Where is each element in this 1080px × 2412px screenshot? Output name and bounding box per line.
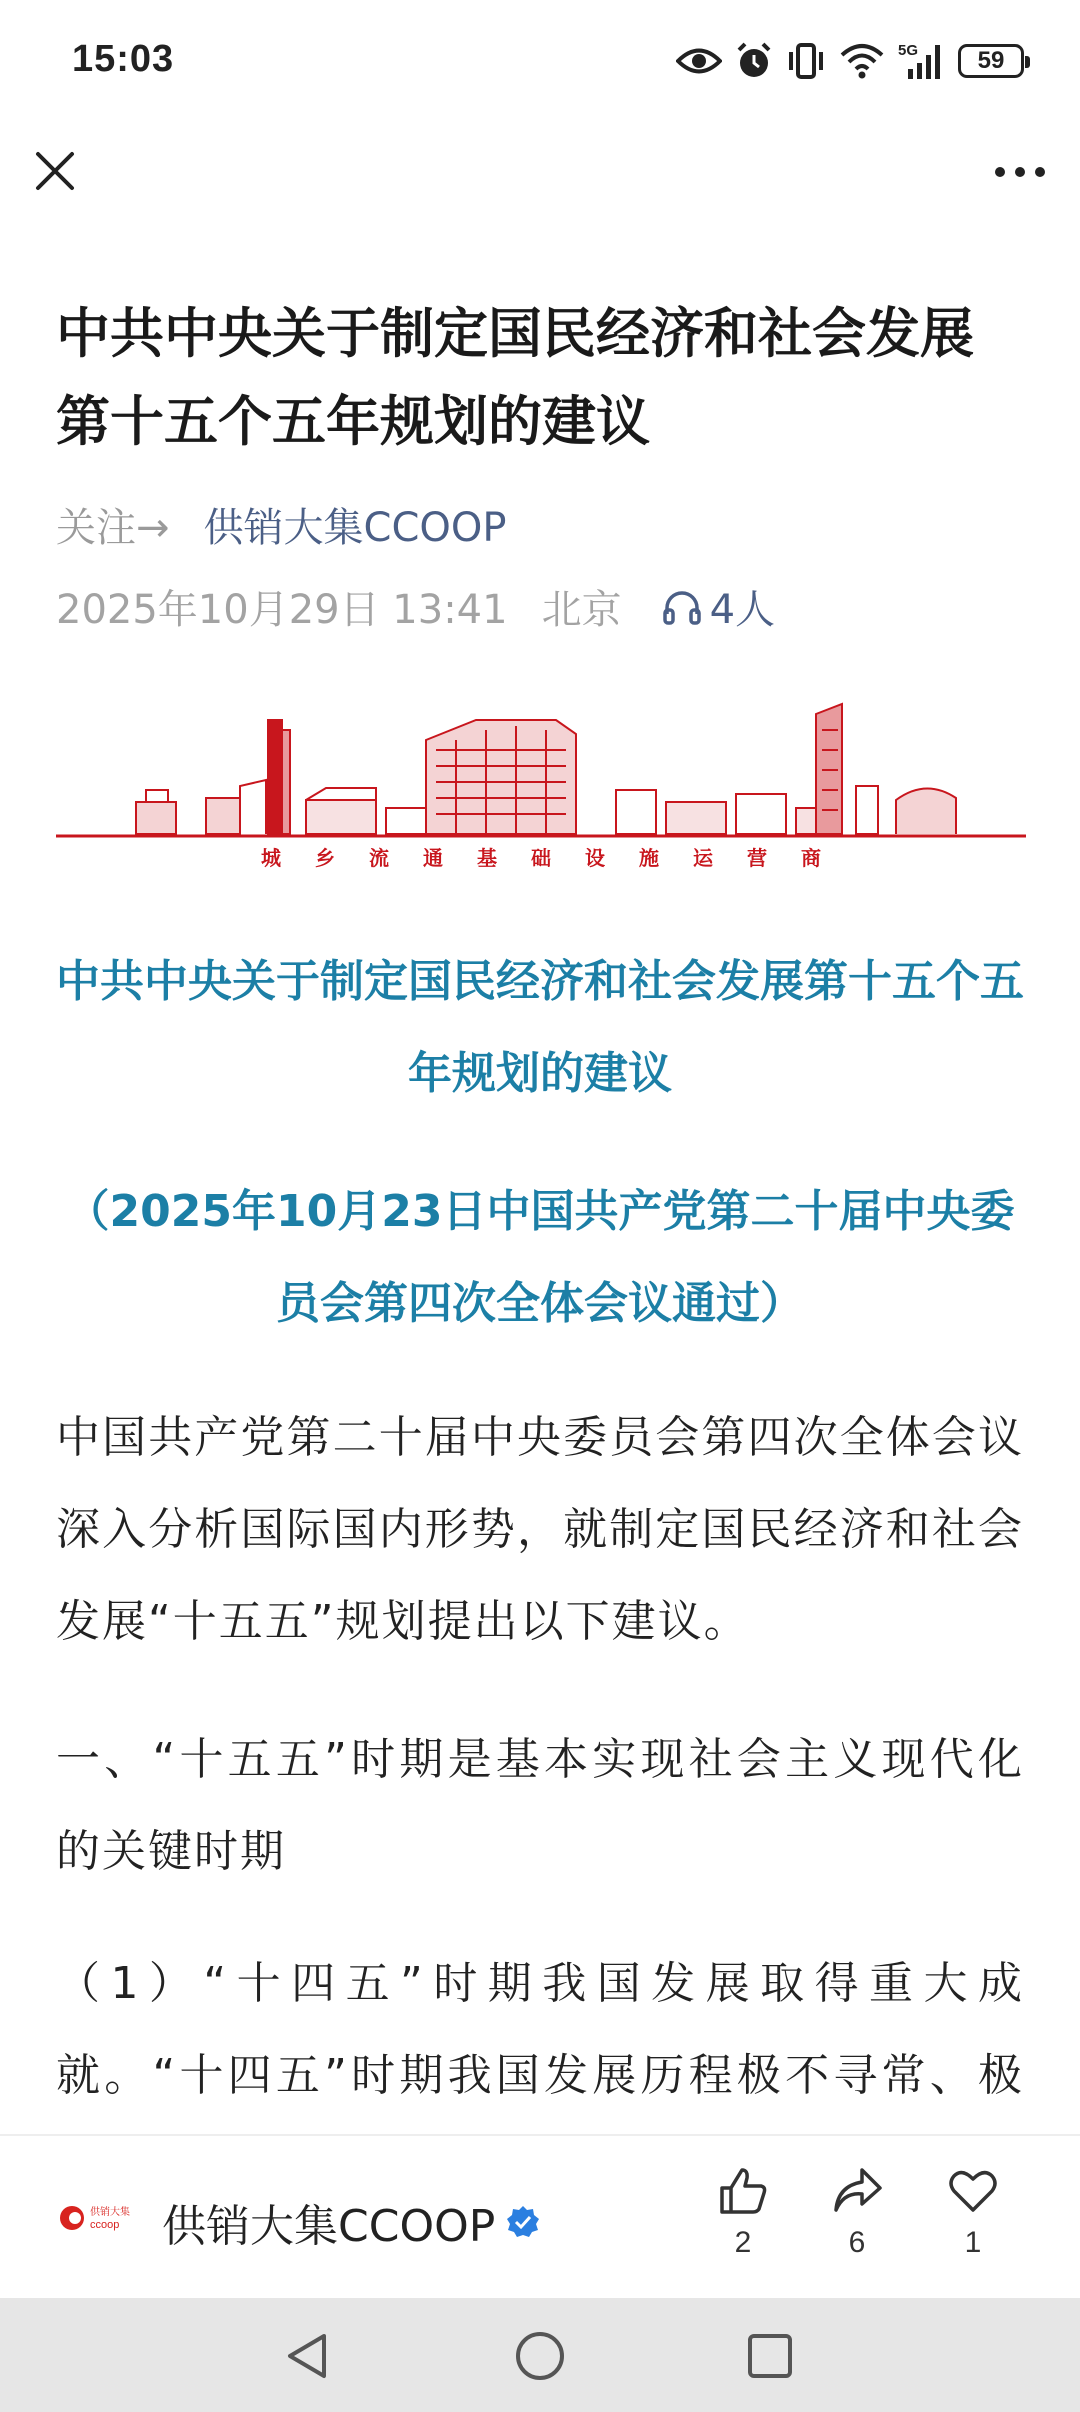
signal-icon <box>898 41 944 81</box>
close-button[interactable] <box>30 146 80 196</box>
headphones-icon <box>662 588 702 626</box>
banner-char: 流 <box>369 846 389 870</box>
banner-char: 础 <box>531 846 551 870</box>
status-bar <box>0 0 1080 126</box>
svg-text:5G: 5G <box>898 42 919 59</box>
battery-level: 59 <box>977 47 1005 74</box>
system-nav-bar <box>0 2298 1080 2412</box>
heart-icon <box>946 2164 1000 2218</box>
banner-char: 乡 <box>315 846 335 870</box>
section-heading: 一、“十五五”时期是基本实现社会主义现代化的关键时期 <box>56 1734 1024 1877</box>
bottom-action-bar <box>0 2134 1080 2300</box>
favorite-count: 1 <box>964 2226 982 2259</box>
section-paragraph: （1）“十四五”时期我国发展取得重大成就。“十四五”时期我国发展历程极不寻常、极 <box>56 1958 1024 2101</box>
back-icon[interactable] <box>280 2328 336 2384</box>
wifi-icon <box>840 43 884 79</box>
close-icon <box>30 146 80 196</box>
listen-button[interactable] <box>662 578 775 635</box>
verified-badge-icon <box>505 2204 541 2240</box>
article-title: 中共中央关于制定国民经济和社会发展第十五个五年规划的建议 <box>56 302 974 453</box>
recents-icon[interactable] <box>742 2328 798 2384</box>
banner-char: 通 <box>423 846 443 870</box>
svg-text:ccoop: ccoop <box>90 2219 120 2231</box>
more-button[interactable] <box>990 154 1050 190</box>
top-app-bar <box>0 130 1080 220</box>
publish-date: 2025年10月29日 13:41 <box>56 587 508 633</box>
share-button[interactable] <box>812 2164 902 2260</box>
city-skyline-illustration <box>56 690 1026 840</box>
banner-char: 施 <box>639 846 659 870</box>
banner-char: 基 <box>477 846 497 870</box>
home-icon[interactable] <box>512 2328 568 2384</box>
share-count: 6 <box>848 2226 866 2259</box>
source-name: 供销大集CCOOP <box>162 2201 496 2252</box>
listen-count: 4人 <box>709 587 776 633</box>
header-banner <box>56 690 1026 890</box>
like-button[interactable] <box>698 2164 788 2260</box>
vibrate-icon <box>786 42 826 80</box>
like-count: 2 <box>734 2226 752 2259</box>
banner-char: 商 <box>801 846 821 870</box>
banner-char: 设 <box>585 846 605 870</box>
svg-text:供销大集: 供销大集 <box>90 2207 130 2218</box>
source-logo[interactable] <box>58 2202 136 2234</box>
banner-caption <box>56 842 1026 871</box>
article-meta <box>56 578 775 635</box>
status-icons <box>676 36 1024 86</box>
share-icon <box>830 2164 884 2218</box>
follow-button[interactable]: 关注→ <box>56 505 170 551</box>
thumbs-up-icon <box>716 2164 770 2218</box>
eye-icon <box>676 46 722 76</box>
publish-location: 北京 <box>541 587 622 633</box>
intro-paragraph: 中国共产党第二十届中央委员会第四次全体会议深入分析国际国内形势，就制定国民经济和社会发展“十五五”规划提出以下建议。 <box>56 1412 1024 1647</box>
banner-char: 营 <box>747 846 767 870</box>
source-account[interactable] <box>162 2190 541 2254</box>
banner-char: 城 <box>261 846 281 870</box>
alarm-icon <box>736 42 772 80</box>
author-name-link[interactable]: 供销大集CCOOP <box>203 505 507 551</box>
favorite-button[interactable] <box>928 2164 1018 2260</box>
banner-char: 运 <box>693 846 713 870</box>
body-subheading: （2025年10月23日中国共产党第二十届中央委员会第四次全体会议通过） <box>65 1186 1015 1329</box>
status-time: 15:03 <box>72 38 175 80</box>
body-heading: 中共中央关于制定国民经济和社会发展第十五个五年规划的建议 <box>56 956 1024 1099</box>
more-icon <box>990 154 1050 190</box>
author-row <box>56 496 506 553</box>
battery-icon <box>958 44 1024 78</box>
